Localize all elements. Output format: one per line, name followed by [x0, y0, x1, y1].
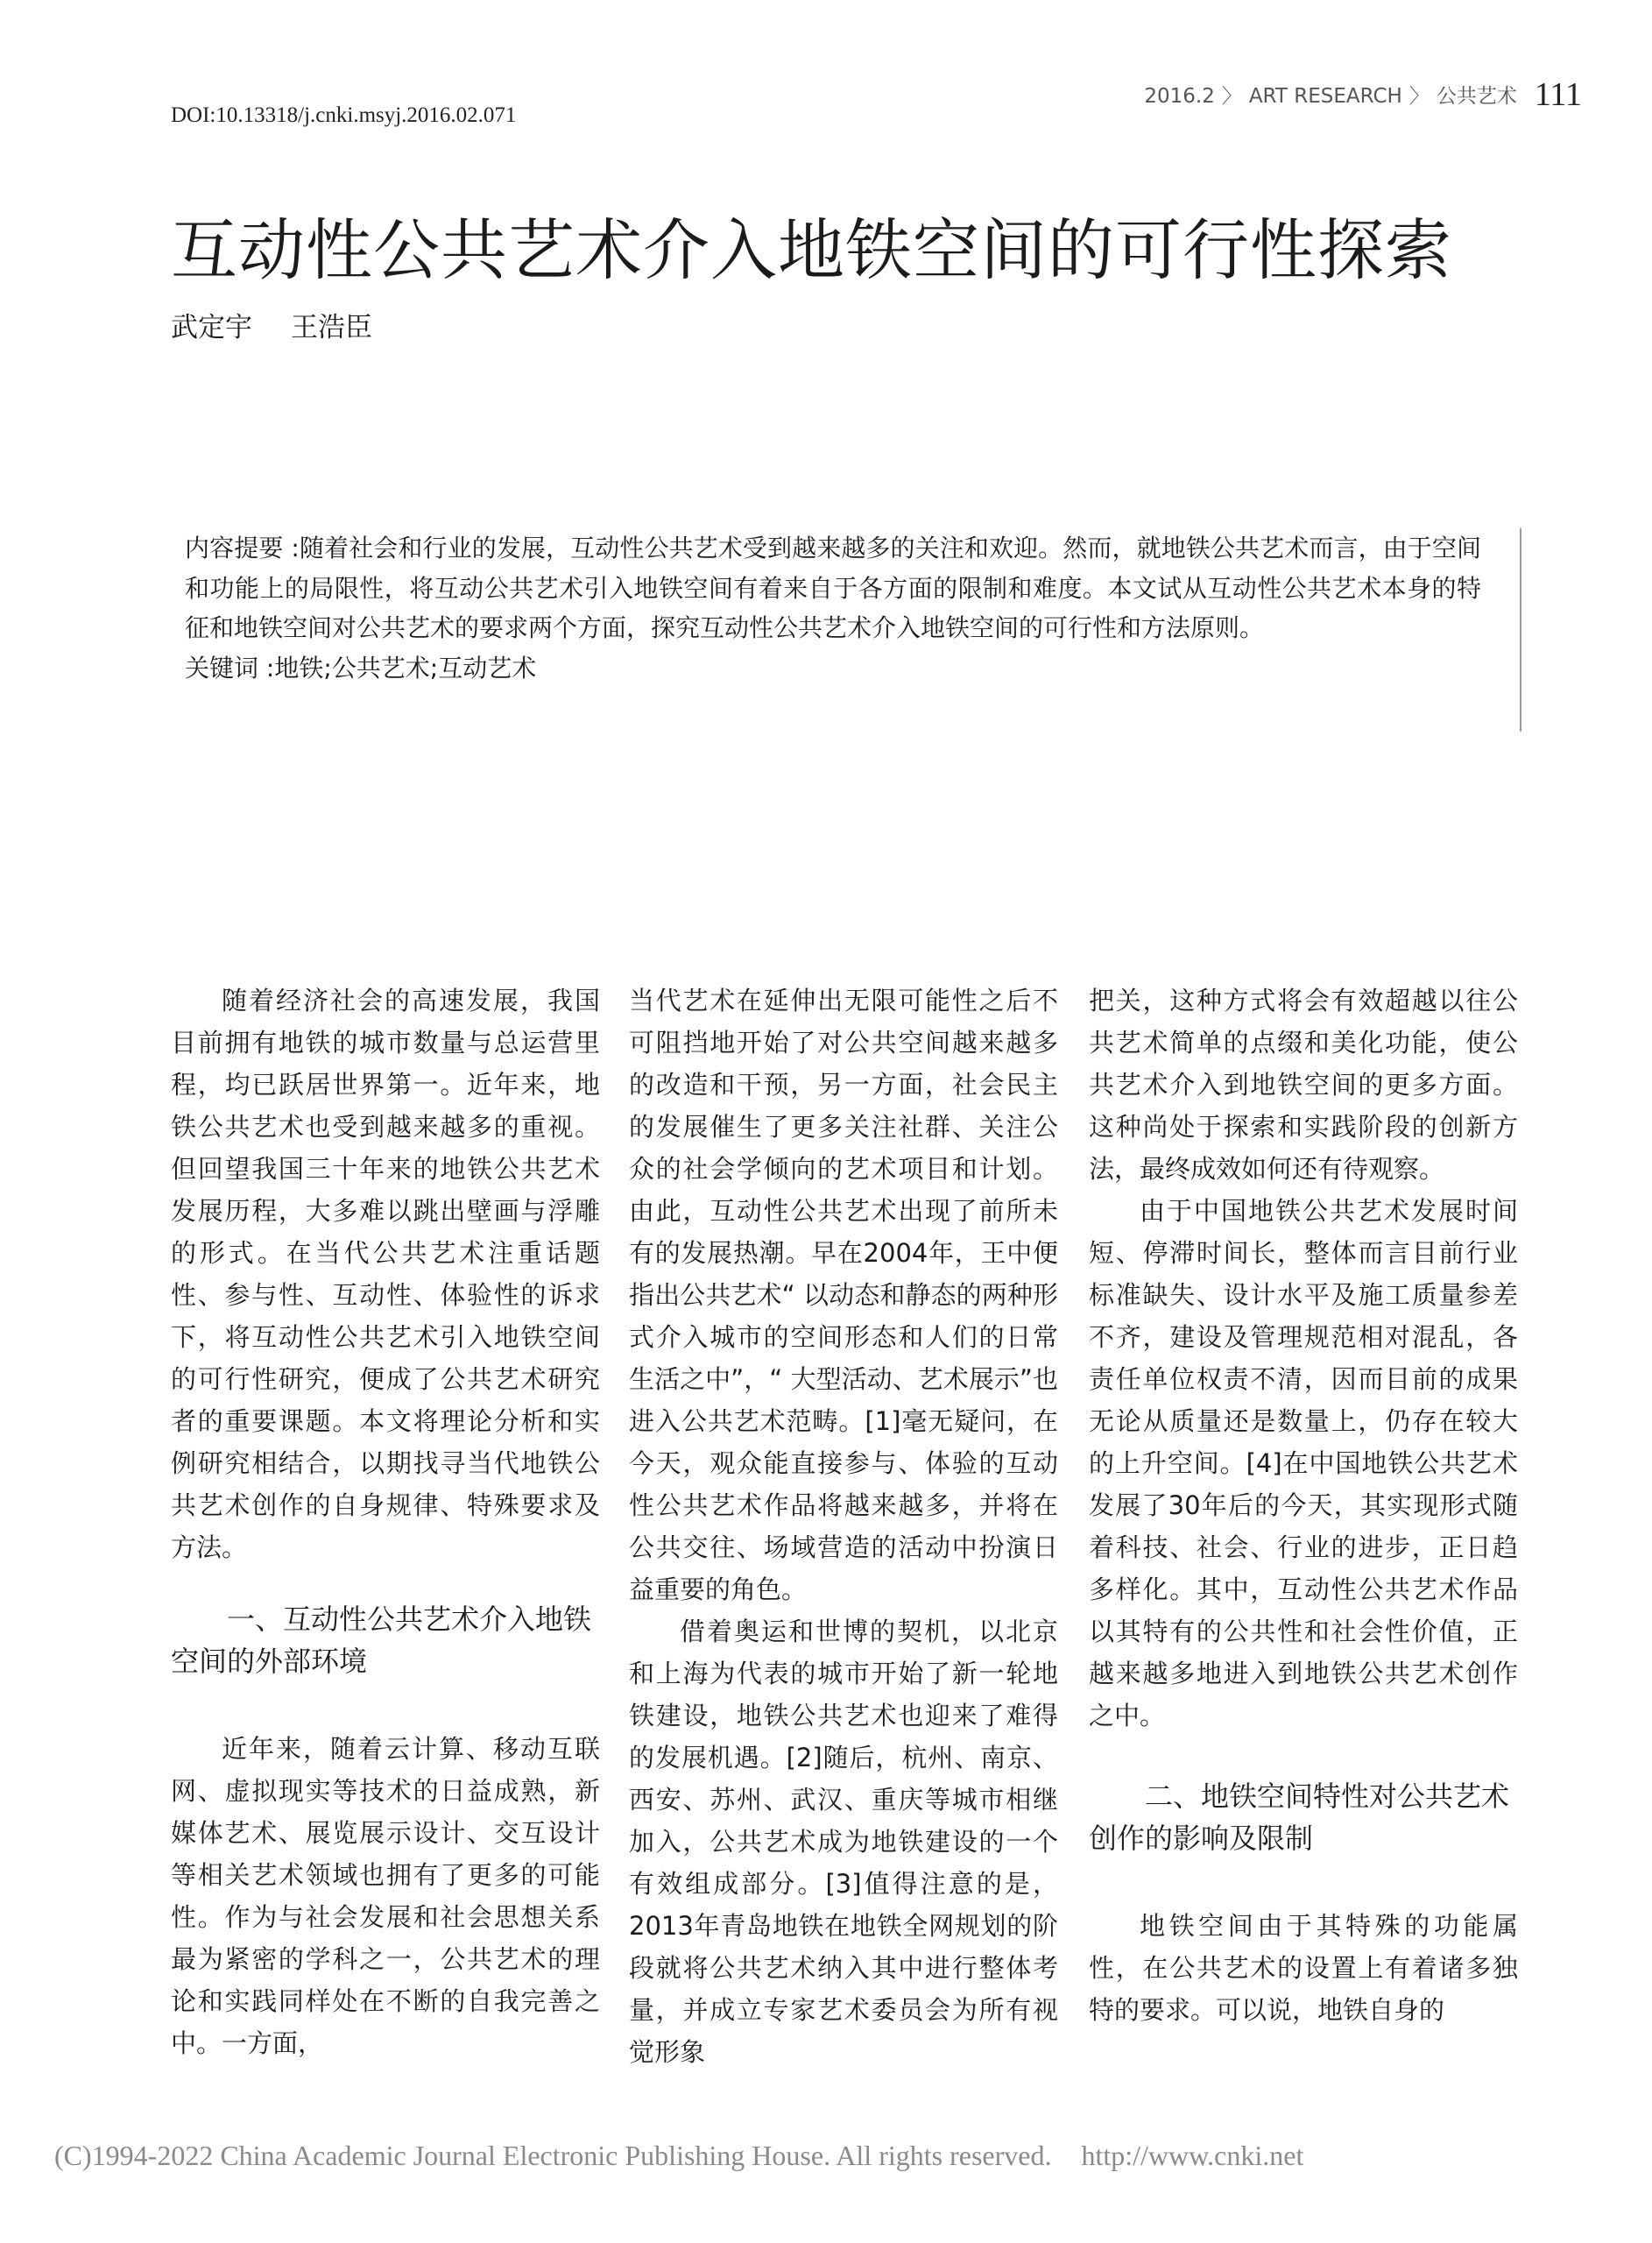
body-column-1: [171, 980, 600, 2064]
body-paragraph: 地铁空间由于其特殊的功能属性，在公共艺术的设置上有着诸多独特的要求。可以说，地铁自身的: [1089, 1911, 1518, 2025]
body-paragraph: 近年来，随着云计算、移动互联网、虚拟现实等技术的日益成熟，新媒体艺术、展览展示设计、交互设计等相关艺术领域也拥有了更多的可能性。作为与社会发展和社会思想关系最为紧密的学科之一，公共艺术的理论和实践同样处在不断的自我完善之中。一方面，: [171, 1734, 600, 2058]
issue-label: 2016.2: [1144, 85, 1215, 108]
author-name: 王浩臣: [291, 312, 372, 343]
section-heading: 二、地铁空间特性对公共艺术创作的影响及限制: [1089, 1780, 1510, 1855]
abstract-summary: 内容提要 :随着社会和行业的发展，互动性公共艺术受到越来越多的关注和欢迎。然而，就地铁公共艺术而言，由于空间和功能上的局限性，将互动公共艺术引入地铁空间有着来自于各方面的限制和难度。本文试从互动性公共艺术本身的特征和地铁空间对公共艺术的要求两个方面，探究互动性公共艺术介入地铁空间的可行性和方法原则。: [185, 534, 1481, 642]
article-title: 互动性公共艺术介入地铁空间的可行性探索: [171, 211, 1452, 289]
separator-icon: 〉: [1221, 85, 1242, 108]
separator-icon: 〉: [1408, 85, 1430, 108]
body-paragraph: 当代艺术在延伸出无限可能性之后不可阻挡地开始了对公共空间越来越多的改造和干预，另一方面，社会民主的发展催生了更多关注社群、关注公众的社会学倾向的艺术项目和计划。由此，互动性公共艺术出现了前所未有的发展热潮。早在2004年，王中便指出公共艺术“ 以动态和静态的两种形式介入城市的空间形态和人们的日常生活之中”，“ 大型活动、艺术展示”也进入公共艺术范畴。[1]毫无疑问，在今天，观众能直接参与、体验的互动性公共艺术作品将越来越多，并将在公共交往、场域营造的活动中扮演日益重要的角色。: [629, 986, 1058, 1604]
copyright-footer: [54, 2140, 1303, 2172]
author-name: 武定宇: [171, 312, 252, 343]
body-column-2: [629, 980, 1058, 2073]
section-heading: 一、互动性公共艺术介入地铁空间的外部环境: [171, 1603, 592, 1678]
keywords: 关键词 :地铁;公共艺术;互动艺术: [185, 653, 537, 683]
body-paragraph: 随着经济社会的高速发展，我国目前拥有地铁的城市数量与总运营里程，均已跃居世界第一。近年来，地铁公共艺术也受到越来越多的重视。但回望我国三十年来的地铁公共艺术发展历程，大多难以跳出壁画与浮雕的形式。在当代公共艺术注重话题性、参与性、互动性、体验性的诉求下，将互动性公共艺术引入地铁空间的可行性研究，便成了公共艺术研究者的重要课题。本文将理论分析和实例研究相结合，以期找寻当代地铁公共艺术创作的自身规律、特殊要求及方法。: [171, 986, 600, 1562]
running-head: [1144, 75, 1582, 114]
authors: [171, 305, 372, 344]
doi-line: DOI:10.13318/j.cnki.msyj.2016.02.071: [171, 103, 517, 127]
copyright-text: (C)1994-2022 China Academic Journal Electronic Publishing House. All rights reserved.: [54, 2140, 1052, 2171]
journal-name: ART RESEARCH: [1248, 85, 1402, 108]
body-column-3: [1089, 980, 1518, 2031]
body-paragraph: 借着奥运和世博的契机，以北京和上海为代表的城市开始了新一轮地铁建设，地铁公共艺术也迎来了难得的发展机遇。[2]随后，杭州、南京、西安、苏州、武汉、重庆等城市相继加入，公共艺术成为地铁建设的一个有效组成部分。[3]值得注意的是，2013年青岛地铁在地铁全网规划的阶段就将公共艺术纳入其中进行整体考量，并成立专家艺术委员会为所有视觉形象: [629, 1617, 1058, 2067]
abstract-box: [171, 528, 1521, 732]
footer-link[interactable]: http://www.cnki.net: [1081, 2140, 1304, 2171]
page-number: 111: [1534, 76, 1582, 113]
body-paragraph: 把关，这种方式将会有效超越以往公共艺术简单的点缀和美化功能，使公共艺术介入到地铁空间的更多方面。这种尚处于探索和实践阶段的创新方法，最终成效如何还有待观察。: [1089, 986, 1518, 1184]
body-paragraph: 由于中国地铁公共艺术发展时间短、停滞时间长，整体而言目前行业标准缺失、设计水平及施工质量参差不齐，建设及管理规范相对混乱，各责任单位权责不清，因而目前的成果无论从质量还是数量上，仍存在较大的上升空间。[4]在中国地铁公共艺术发展了30年后的今天，其实现形式随着科技、社会、行业的进步，正日趋多样化。其中，互动性公共艺术作品以其特有的公共性和社会性价值，正越来越多地进入到地铁公共艺术创作之中。: [1089, 1196, 1518, 1730]
section-name: 公共艺术: [1436, 85, 1517, 108]
